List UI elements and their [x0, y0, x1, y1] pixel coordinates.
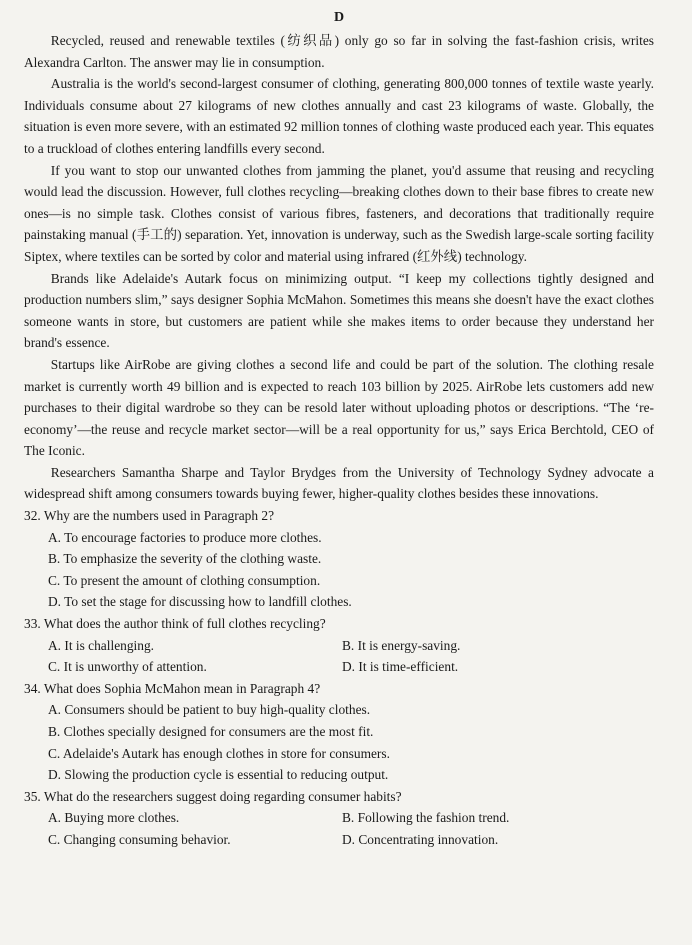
- option-list: [24, 527, 654, 613]
- question-list: [24, 505, 654, 851]
- passage-paragraph-6: Researchers Samantha Sharpe and Taylor Brydges from the University of Technology Sydney advocate a widespread shift among consumers towards buying fewer, higher-quality clothes besides these innovations.: [24, 464, 654, 502]
- option-b: B. To emphasize the severity of the clothing waste.: [48, 551, 322, 567]
- option-c: C. Adelaide's Autark has enough clothes in store for consumers.: [48, 745, 390, 761]
- option-d: D. Concentrating innovation.: [342, 831, 499, 847]
- question-stem: 35. What do the researchers suggest doing regarding consumer habits?: [24, 788, 402, 804]
- question-34: [24, 678, 654, 786]
- option-list: [24, 699, 654, 785]
- question-32: [24, 505, 654, 613]
- passage-paragraph-4: Brands like Adelaide's Autark focus on minimizing output. “I keep my collections tightly designed and production numbers slim,” says designer Sophia McMahon. Sometimes this means she doesn't have the exact clothes someone wants in store, but customers are patient while she makes items to order because they understand her brand's essence.: [24, 270, 654, 351]
- option-b: B. Following the fashion trend.: [342, 810, 510, 826]
- passage-paragraph-1: Recycled, reused and renewable textiles (纺织品) only go so far in solving the fast-fashion crisis, writes Alexandra Carlton. The answer may lie in consumption.: [24, 33, 654, 70]
- option-d: D. Slowing the production cycle is essential to reducing output.: [48, 767, 389, 783]
- passage-paragraph-5: Startups like AirRobe are giving clothes a second life and could be part of the solution. The clothing resale market is currently worth 49 billion and is expected to reach 103 billion by 2025. AirRobe lets customers add new purchases to their digital wardrobe so they can be resold later without uploading photos or descriptions. “The ‘re-economy’—the reuse and recycle market sector—will be a real opportunity for us,” says Erica Berchtold, CEO of The Iconic.: [24, 356, 654, 459]
- option-c: C. To present the amount of clothing consumption.: [48, 572, 321, 588]
- option-b: B. Clothes specially designed for consumers are the most fit.: [48, 724, 374, 739]
- option-d: D. It is time-efficient.: [342, 659, 459, 675]
- passage-paragraph-2: Australia is the world's second-largest consumer of clothing, generating 800,000 tonnes of textile waste yearly. Individuals consume about 27 kilograms of new clothes annually and cast 23 kilograms of waste. Globally, the situation is even more severe, with an estimated 92 million tonnes of clothing waste produced each year. This equates to a truckload of clothes entering landfills every second.: [24, 76, 654, 156]
- option-a: A. Buying more clothes.: [48, 810, 180, 826]
- question-stem: 32. Why are the numbers used in Paragraph 2?: [24, 508, 275, 524]
- option-c: C. It is unworthy of attention.: [48, 659, 207, 675]
- option-c: C. Changing consuming behavior.: [48, 831, 231, 847]
- option-d: D. To set the stage for discussing how to landfill clothes.: [48, 594, 352, 610]
- question-35: [24, 786, 654, 851]
- option-b: B. It is energy-saving.: [342, 637, 461, 653]
- passage-paragraph-3: If you want to stop our unwanted clothes from jamming the planet, you'd assume that reusing and recycling would lead the discussion. However, full clothes recycling—breaking clothes down to their base fibres to create new ones—is no simple task. Clothes consist of various fibres, fasteners, and decorations that traditionally require painstaking manual (手工的) separation. Yet, innovation is underway, such as the Swedish large-scale sorting facility Siptex, where textiles can be sorted by color and material using infrared (红外线) technology.: [24, 162, 654, 264]
- option-list: [24, 807, 654, 850]
- question-stem: 34. What does Sophia McMahon mean in Paragraph 4?: [24, 680, 321, 696]
- option-list: [24, 635, 654, 678]
- section-heading: D: [333, 10, 345, 25]
- question-33: [24, 613, 654, 678]
- option-a: A. It is challenging.: [48, 637, 154, 653]
- passage: [24, 30, 654, 505]
- option-a: A. To encourage factories to produce more clothes.: [48, 529, 322, 545]
- option-a: A. Consumers should be patient to buy high-quality clothes.: [48, 702, 371, 718]
- question-stem: 33. What does the author think of full clothes recycling?: [24, 616, 326, 632]
